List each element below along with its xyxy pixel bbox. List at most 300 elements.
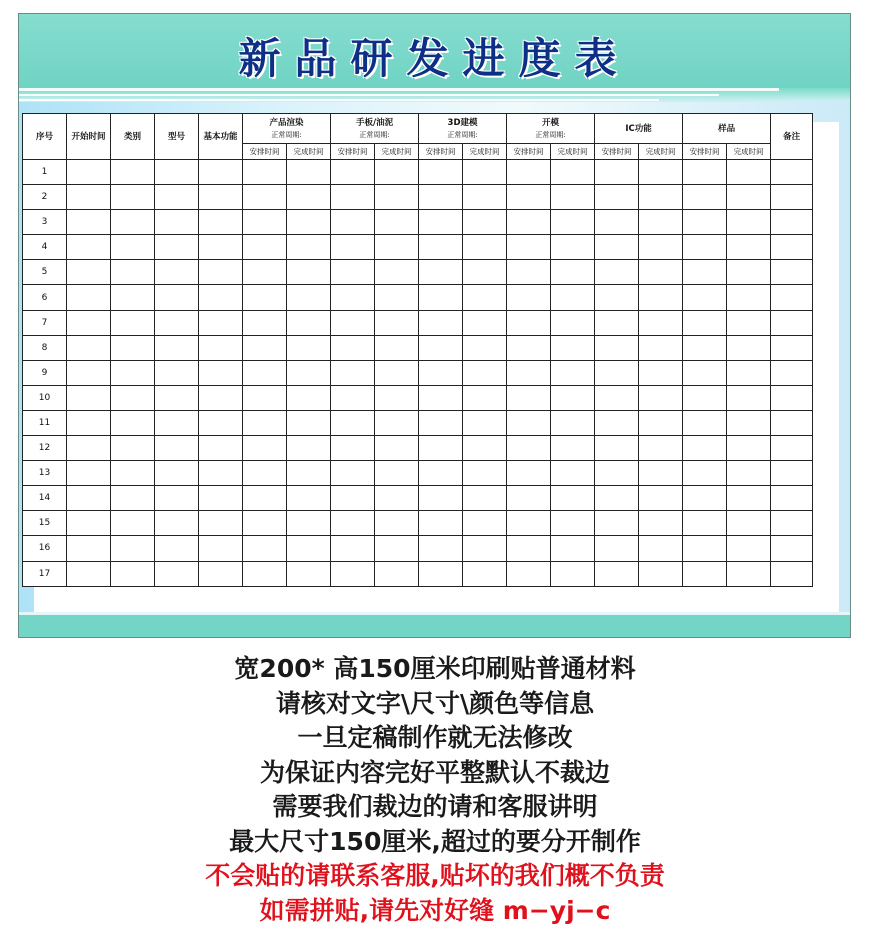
table-cell: [155, 410, 199, 435]
table-cell: [551, 160, 595, 185]
table-cell: [199, 486, 243, 511]
table-cell: [419, 160, 463, 185]
scheduled-time-header: 安排时间: [243, 144, 287, 160]
table-cell: [155, 461, 199, 486]
table-cell: [67, 210, 111, 235]
table-cell: [155, 260, 199, 285]
table-cell: [155, 335, 199, 360]
table-cell: [287, 461, 331, 486]
table-cell: [331, 360, 375, 385]
note-line: 宽200* 高150厘米印刷贴普通材料: [234, 654, 636, 683]
table-cell: [331, 511, 375, 536]
table-cell: [595, 285, 639, 310]
table-cell: [727, 436, 771, 461]
table-row: [23, 160, 813, 185]
table-cell: [67, 235, 111, 260]
table-cell: [331, 536, 375, 561]
row-number: 14: [23, 486, 67, 511]
column-header: 开始时间: [67, 114, 111, 160]
table-cell: [639, 160, 683, 185]
table-cell: [287, 436, 331, 461]
table-cell: [771, 536, 813, 561]
table-cell: [67, 360, 111, 385]
table-cell: [67, 160, 111, 185]
table-cell: [463, 486, 507, 511]
table-cell: [639, 260, 683, 285]
table-cell: [243, 536, 287, 561]
table-cell: [111, 160, 155, 185]
completed-time-header: 完成时间: [463, 144, 507, 160]
table-cell: [243, 310, 287, 335]
table-cell: [287, 160, 331, 185]
table-cell: [199, 436, 243, 461]
table-cell: [331, 436, 375, 461]
row-number: 15: [23, 511, 67, 536]
table-cell: [287, 536, 331, 561]
table-cell: [243, 561, 287, 586]
table-cell: [375, 461, 419, 486]
table-cell: [243, 385, 287, 410]
table-cell: [375, 536, 419, 561]
table-cell: [727, 335, 771, 360]
table-cell: [375, 235, 419, 260]
row-number: 3: [23, 210, 67, 235]
table-cell: [199, 536, 243, 561]
table-cell: [375, 335, 419, 360]
table-cell: [199, 310, 243, 335]
stage-label: 开模: [542, 117, 560, 128]
table-row: [23, 335, 813, 360]
table-cell: [771, 160, 813, 185]
table-cell: [331, 260, 375, 285]
table-cell: [551, 561, 595, 586]
table-cell: [771, 461, 813, 486]
stage-header: [419, 114, 507, 144]
table-cell: [331, 461, 375, 486]
table-cell: [683, 310, 727, 335]
table-cell: [507, 511, 551, 536]
table-cell: [199, 385, 243, 410]
table-cell: [639, 410, 683, 435]
table-cell: [771, 511, 813, 536]
table-cell: [199, 160, 243, 185]
table-cell: [111, 436, 155, 461]
table-cell: [331, 210, 375, 235]
table-cell: [639, 360, 683, 385]
table-cell: [551, 285, 595, 310]
table-row: [23, 310, 813, 335]
table-cell: [507, 285, 551, 310]
table-cell: [67, 561, 111, 586]
row-number: 5: [23, 260, 67, 285]
table-cell: [727, 285, 771, 310]
table-cell: [111, 310, 155, 335]
table-cell: [111, 561, 155, 586]
table-cell: [419, 235, 463, 260]
table-row: [23, 561, 813, 586]
completed-time-header: 完成时间: [375, 144, 419, 160]
table-cell: [551, 210, 595, 235]
table-cell: [243, 410, 287, 435]
table-cell: [419, 436, 463, 461]
table-cell: [67, 461, 111, 486]
table-cell: [243, 210, 287, 235]
stage-period: 正常周期:: [359, 130, 390, 139]
table-row: [23, 360, 813, 385]
column-header: 基本功能: [199, 114, 243, 160]
table-cell: [639, 486, 683, 511]
table-cell: [727, 310, 771, 335]
table-cell: [551, 310, 595, 335]
table-cell: [683, 335, 727, 360]
decor-stripe: [19, 99, 659, 101]
table-cell: [595, 360, 639, 385]
table-cell: [727, 410, 771, 435]
table-cell: [727, 385, 771, 410]
table-cell: [683, 260, 727, 285]
table-cell: [287, 335, 331, 360]
completed-time-header: 完成时间: [551, 144, 595, 160]
decor-stripe: [19, 88, 779, 91]
stage-label: 产品渲染: [269, 117, 304, 128]
table-cell: [639, 436, 683, 461]
table-cell: [111, 235, 155, 260]
table-cell: [67, 185, 111, 210]
table-cell: [463, 260, 507, 285]
table-cell: [683, 561, 727, 586]
progress-table: [22, 113, 813, 587]
table-cell: [199, 511, 243, 536]
table-cell: [67, 310, 111, 335]
table-cell: [243, 486, 287, 511]
table-cell: [595, 536, 639, 561]
stage-header: [595, 114, 683, 144]
table-cell: [639, 335, 683, 360]
table-cell: [67, 410, 111, 435]
table-cell: [727, 536, 771, 561]
table-cell: [683, 461, 727, 486]
table-cell: [111, 385, 155, 410]
table-cell: [507, 310, 551, 335]
table-row: [23, 260, 813, 285]
table-cell: [375, 285, 419, 310]
table-cell: [463, 210, 507, 235]
table-cell: [243, 160, 287, 185]
note-line: 为保证内容完好平整默认不裁边: [259, 757, 610, 787]
table-cell: [639, 185, 683, 210]
table-cell: [507, 410, 551, 435]
table-cell: [243, 436, 287, 461]
bottom-band: [19, 615, 850, 637]
completed-time-header: 完成时间: [727, 144, 771, 160]
note-line: 最大尺寸150厘米,超过的要分开制作: [229, 826, 641, 856]
table-cell: [551, 385, 595, 410]
table-cell: [287, 260, 331, 285]
table-cell: [771, 210, 813, 235]
table-cell: [199, 410, 243, 435]
table-row: [23, 285, 813, 310]
row-number: 8: [23, 335, 67, 360]
table-cell: [287, 360, 331, 385]
table-cell: [551, 360, 595, 385]
table-cell: [551, 235, 595, 260]
table-cell: [771, 360, 813, 385]
table-cell: [595, 235, 639, 260]
table-cell: [375, 410, 419, 435]
table-cell: [507, 335, 551, 360]
table-cell: [67, 260, 111, 285]
table-cell: [287, 285, 331, 310]
table-cell: [595, 410, 639, 435]
table-cell: [727, 486, 771, 511]
table-cell: [683, 486, 727, 511]
table-cell: [463, 436, 507, 461]
row-number: 9: [23, 360, 67, 385]
table-cell: [155, 160, 199, 185]
table-cell: [199, 335, 243, 360]
table-cell: [155, 486, 199, 511]
table-cell: [419, 185, 463, 210]
table-cell: [463, 360, 507, 385]
table-cell: [111, 511, 155, 536]
table-cell: [287, 410, 331, 435]
table-cell: [419, 210, 463, 235]
row-number: 7: [23, 310, 67, 335]
stage-label: 手板/油泥: [355, 117, 394, 128]
table-cell: [639, 511, 683, 536]
table-cell: [683, 210, 727, 235]
table-cell: [507, 235, 551, 260]
table-cell: [375, 385, 419, 410]
scheduled-time-header: 安排时间: [595, 144, 639, 160]
table-cell: [771, 310, 813, 335]
table-cell: [199, 210, 243, 235]
table-cell: [331, 335, 375, 360]
table-cell: [595, 561, 639, 586]
decor-stripe: [19, 94, 719, 96]
table-cell: [595, 260, 639, 285]
scheduled-time-header: 安排时间: [507, 144, 551, 160]
table-cell: [243, 335, 287, 360]
table-cell: [331, 285, 375, 310]
table-cell: [419, 461, 463, 486]
table-cell: [199, 285, 243, 310]
table-cell: [375, 360, 419, 385]
table-cell: [683, 410, 727, 435]
table-cell: [375, 511, 419, 536]
scheduled-time-header: 安排时间: [331, 144, 375, 160]
table-cell: [639, 561, 683, 586]
table-cell: [67, 335, 111, 360]
table-cell: [287, 511, 331, 536]
stage-header: [331, 114, 419, 144]
table-cell: [111, 486, 155, 511]
table-cell: [111, 260, 155, 285]
row-number: 17: [23, 561, 67, 586]
table-cell: [551, 185, 595, 210]
table-cell: [683, 385, 727, 410]
table-cell: [419, 511, 463, 536]
table-cell: [287, 235, 331, 260]
table-cell: [551, 536, 595, 561]
table-cell: [551, 436, 595, 461]
table-cell: [419, 536, 463, 561]
table-cell: [155, 210, 199, 235]
table-cell: [771, 285, 813, 310]
table-cell: [155, 310, 199, 335]
table-cell: [463, 335, 507, 360]
table-cell: [243, 511, 287, 536]
table-row: [23, 486, 813, 511]
table-row: [23, 461, 813, 486]
table-cell: [111, 210, 155, 235]
table-cell: [375, 210, 419, 235]
table-cell: [507, 210, 551, 235]
table-cell: [67, 385, 111, 410]
table-cell: [639, 210, 683, 235]
table-cell: [375, 160, 419, 185]
table-cell: [243, 461, 287, 486]
table-row: [23, 536, 813, 561]
table-cell: [551, 486, 595, 511]
table-cell: [595, 335, 639, 360]
table-cell: [243, 260, 287, 285]
remarks-header: 备注: [771, 114, 813, 160]
table-cell: [419, 486, 463, 511]
table-cell: [111, 461, 155, 486]
table-cell: [331, 235, 375, 260]
row-number: 10: [23, 385, 67, 410]
table-cell: [111, 335, 155, 360]
table-cell: [419, 385, 463, 410]
table-cell: [375, 436, 419, 461]
table-cell: [771, 185, 813, 210]
note-line: 需要我们裁边的请和客服讲明: [272, 792, 598, 821]
table-cell: [683, 185, 727, 210]
table-cell: [419, 360, 463, 385]
table-cell: [727, 210, 771, 235]
table-cell: [375, 185, 419, 210]
table-cell: [727, 185, 771, 210]
note-line: 如需拼贴,请先对好缝 m−yj−c: [259, 895, 611, 925]
table-cell: [111, 360, 155, 385]
table-cell: [639, 385, 683, 410]
stage-header: [507, 114, 595, 144]
table-cell: [683, 285, 727, 310]
table-cell: [639, 235, 683, 260]
table-cell: [595, 310, 639, 335]
table-cell: [463, 385, 507, 410]
table-cell: [639, 285, 683, 310]
table-cell: [67, 511, 111, 536]
row-number: 2: [23, 185, 67, 210]
table-cell: [155, 360, 199, 385]
scheduled-time-header: 安排时间: [419, 144, 463, 160]
table-cell: [331, 486, 375, 511]
table-row: [23, 410, 813, 435]
table-cell: [639, 310, 683, 335]
scheduled-time-header: 安排时间: [683, 144, 727, 160]
table-body: [23, 160, 813, 587]
table-cell: [507, 536, 551, 561]
stage-header: [243, 114, 331, 144]
table-cell: [463, 461, 507, 486]
table-cell: [551, 461, 595, 486]
row-number: 12: [23, 436, 67, 461]
table-cell: [67, 436, 111, 461]
table-cell: [463, 160, 507, 185]
table-cell: [595, 486, 639, 511]
row-number: 1: [23, 160, 67, 185]
table-cell: [507, 486, 551, 511]
table-cell: [771, 385, 813, 410]
table-cell: [595, 210, 639, 235]
table-row: [23, 436, 813, 461]
print-notes: [0, 652, 870, 928]
table-cell: [463, 561, 507, 586]
table-cell: [331, 410, 375, 435]
table-cell: [463, 536, 507, 561]
table-cell: [551, 410, 595, 435]
table-cell: [331, 185, 375, 210]
table-cell: [727, 260, 771, 285]
table-cell: [155, 511, 199, 536]
stage-label: 样品: [718, 123, 736, 134]
table-cell: [199, 561, 243, 586]
note-line: 请核对文字\尺寸\颜色等信息: [275, 688, 595, 718]
column-header: 序号: [23, 114, 67, 160]
row-number: 13: [23, 461, 67, 486]
table-cell: [507, 360, 551, 385]
table-cell: [111, 185, 155, 210]
table-cell: [507, 561, 551, 586]
table-cell: [683, 536, 727, 561]
table-row: [23, 210, 813, 235]
table-cell: [463, 511, 507, 536]
table-cell: [551, 511, 595, 536]
table-cell: [155, 536, 199, 561]
table-cell: [683, 436, 727, 461]
table-cell: [287, 210, 331, 235]
table-cell: [683, 511, 727, 536]
table-header: [23, 114, 813, 160]
table-cell: [771, 235, 813, 260]
table-cell: [683, 360, 727, 385]
stage-label: IC功能: [625, 123, 652, 134]
table-cell: [507, 185, 551, 210]
table-cell: [155, 285, 199, 310]
column-header: 型号: [155, 114, 199, 160]
table-cell: [111, 536, 155, 561]
table-cell: [463, 310, 507, 335]
table-cell: [595, 436, 639, 461]
table-cell: [375, 486, 419, 511]
stage-period: 正常周期:: [271, 130, 302, 139]
table-cell: [67, 536, 111, 561]
row-number: 16: [23, 536, 67, 561]
table-cell: [155, 436, 199, 461]
completed-time-header: 完成时间: [639, 144, 683, 160]
table-cell: [287, 310, 331, 335]
table-cell: [551, 335, 595, 360]
table-cell: [639, 461, 683, 486]
table-cell: [771, 335, 813, 360]
table-cell: [507, 260, 551, 285]
table-cell: [595, 185, 639, 210]
table-cell: [111, 285, 155, 310]
table-cell: [419, 285, 463, 310]
table-cell: [507, 160, 551, 185]
